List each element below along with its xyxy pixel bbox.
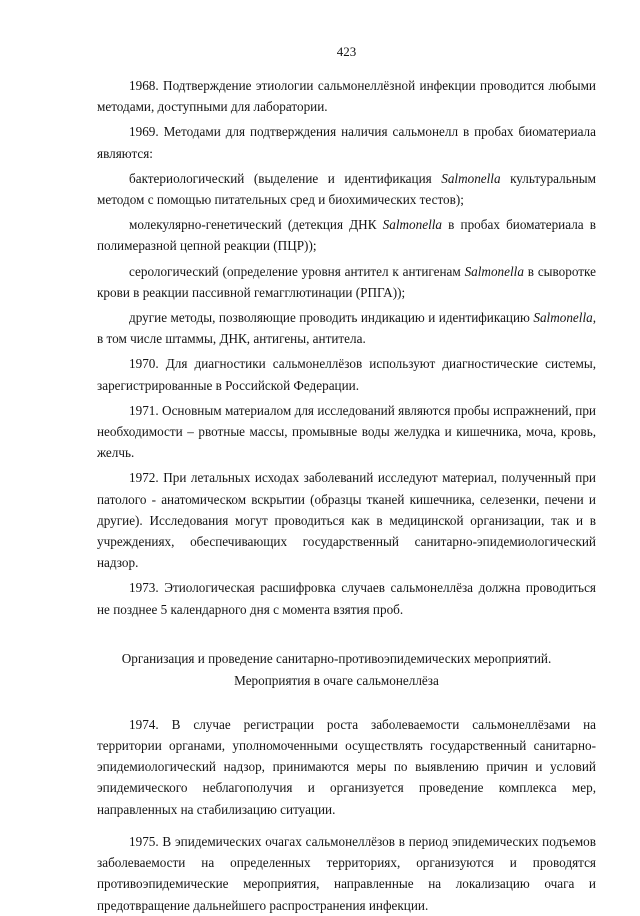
method-serological — [97, 261, 596, 303]
method-text: серологический (определение уровня антител к антигенам — [129, 263, 465, 279]
method-text: бактериологический (выделение и идентификация — [129, 170, 442, 186]
paragraph-1970: 1970. Для диагностики сальмонеллёзов используют диагностические системы, зарегистрированные в Российской Федерации. — [97, 356, 596, 393]
section-heading: Организация и проведение санитарно-противоэпидемических мероприятий. — [121, 650, 552, 666]
organism-name: Salmonella — [441, 170, 501, 186]
method-text: , в том числе штаммы, ДНК, антигены, антитела. — [97, 310, 596, 347]
organism-name: Salmonella — [533, 310, 593, 326]
method-bacteriological — [97, 168, 596, 210]
paragraph-1972: 1972. При летальных исходах заболеваний исследуют материал, полученный при патолого - анатомическом вскрытии (образцы тканей кишечника, селезенки, печени и другие). Исследования могут проводиться как в медицинской организации, так и в учреждениях, обеспечивающих государственный санитарно-эпидемиологический надзор. — [97, 470, 596, 571]
paragraph-1975: 1975. В эпидемических очагах сальмонеллёзов в период эпидемических подъемов заболеваемости на определенных территориях, организуются и проводятся противоэпидемические мероприятия, направленные на локализацию очага и предотвращение дальнейшего распространения инфекции. — [97, 833, 596, 913]
paragraph-1971: 1971. Основным материалом для исследований являются пробы испражнений, при необходимости – рвотные массы, промывные воды желудка и кишечника, моча, кровь, желчь. — [97, 402, 596, 461]
method-text: в сыворотке крови в реакции пассивной гемагглютинации (РПГА)); — [97, 263, 596, 300]
organism-name: Salmonella — [382, 217, 442, 233]
paragraph-1973: 1973. Этиологическая расшифровка случаев сальмонеллёза должна проводиться не позднее 5 календарного дня с момента взятия проб. — [97, 580, 596, 617]
method-text: другие методы, позволяющие проводить индикацию и идентификацию — [129, 310, 534, 326]
paragraph-1968: 1968. Подтверждение этиологии сальмонеллёзной инфекции проводится любыми методами, доступными для лаборатории. — [97, 78, 596, 115]
method-other — [97, 307, 596, 349]
page-number: 423 — [336, 44, 357, 59]
subsection-heading: Мероприятия в очаге сальмонеллёза — [234, 672, 439, 688]
paragraph-1974: 1974. В случае регистрации роста заболеваемости сальмонеллёзами на территории органами, уполномоченными осуществлять государственный санитарно-эпидемиологический надзор, принимаются меры по выявлению причин и условий эпидемического неблагополучия и организуется проведение комплекса мер, направленных на стабилизацию ситуации. — [97, 716, 596, 817]
organism-name: Salmonella — [464, 263, 524, 279]
paragraph-1969: 1969. Методами для подтверждения наличия сальмонелл в пробах биоматериала являются: — [97, 124, 596, 161]
method-text: культуральным методом с помощью питательных сред и биохимических тестов); — [97, 170, 597, 208]
method-text: молекулярно-генетический (детекция ДНК — [129, 217, 383, 233]
method-molecular — [97, 214, 596, 256]
method-text: в пробах биоматериала в полимеразной цепной реакции (ПЦР)); — [97, 217, 597, 254]
